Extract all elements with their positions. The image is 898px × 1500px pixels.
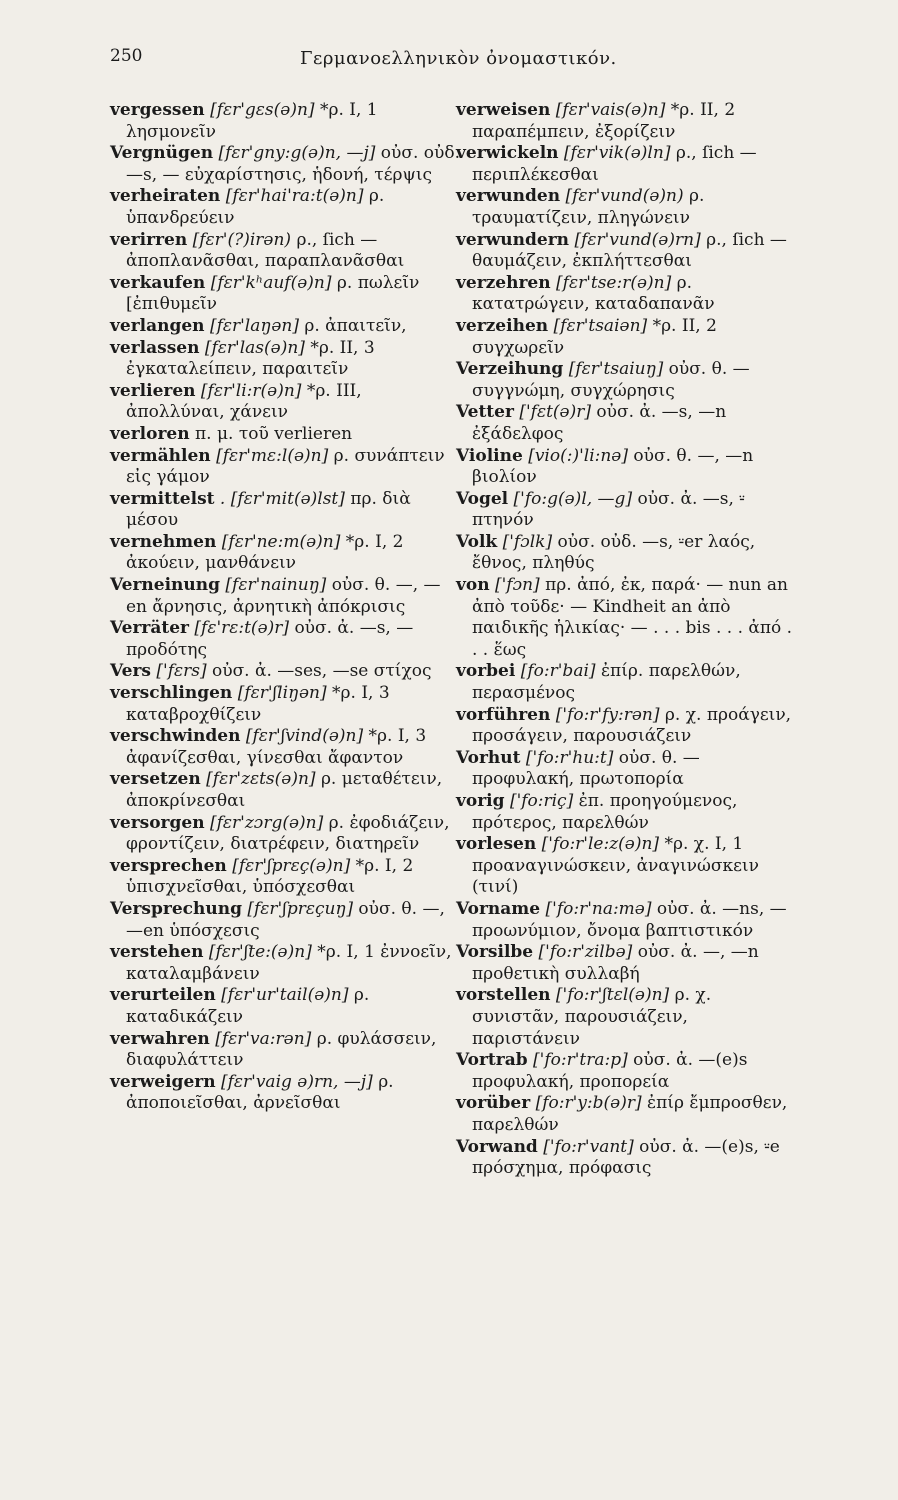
dictionary-entry xyxy=(110,813,460,856)
entry-definition: οὐσ. ἀ. —s, — προδότης xyxy=(126,618,414,660)
dictionary-entry xyxy=(456,705,796,748)
dictionary-entry xyxy=(110,618,460,661)
entry-definition: ρ. ἀπαιτεῖν, xyxy=(304,315,407,336)
dictionary-entry xyxy=(456,489,796,532)
entry-headword: vermählen xyxy=(110,445,211,466)
dictionary-entry xyxy=(110,424,460,446)
entry-pronunciation: [fɛ'rɛ:t(ə)r] xyxy=(194,618,290,639)
entry-pronunciation: [fo:r'y:b(ə)r] xyxy=(535,1093,642,1114)
entry-definition: πρ. διὰ μέσου xyxy=(126,488,411,531)
entry-headword: versorgen xyxy=(110,812,205,833)
entry-headword: verschwinden xyxy=(110,726,241,747)
entry-headword: Vorsilbe xyxy=(456,942,534,963)
entry-pronunciation: [fɛr'li:r(ə)n] xyxy=(200,380,302,401)
entry-definition: *ρ. I, 3 καταβροχθίζειν xyxy=(126,683,390,725)
dictionary-entry xyxy=(456,186,796,229)
entry-pronunciation: [fɛr'vund(ə)rn] xyxy=(574,229,701,250)
entry-pronunciation: [fɛr'ʃvind(ə)n] xyxy=(245,726,364,747)
dictionary-entry xyxy=(456,446,796,489)
entry-pronunciation: [fɛr'ʃprɛçuŋ] xyxy=(247,898,354,919)
entry-definition: οὐσ. ἀ. —s, —n ἐξάδελφος xyxy=(472,402,727,444)
entry-pronunciation: [fɛr'ʃprɛç(ə)n] xyxy=(232,855,351,876)
dictionary-entry xyxy=(110,273,460,316)
entry-pronunciation: [fɛr'kʰauf(ə)n] xyxy=(210,272,332,293)
entry-pronunciation: ['fɛrs] xyxy=(156,661,207,682)
entry-headword: Vortrab xyxy=(456,1050,528,1071)
dictionary-entry xyxy=(456,575,796,661)
entry-definition: *ρ. χ. I, 1 προαναγινώσκειν, ἀναγινώσκειν (τινί) xyxy=(472,834,759,898)
entry-pronunciation: ['fo:riç] xyxy=(509,791,574,811)
dictionary-entry xyxy=(110,683,460,726)
entry-definition: π. μ. τοῦ verlieren xyxy=(195,423,353,444)
entry-pronunciation: [fɛr'(?)irən) xyxy=(192,229,292,250)
dictionary-entry xyxy=(110,338,460,381)
dictionary-entry xyxy=(110,381,460,424)
entry-pronunciation: [fo:r'bai] xyxy=(520,661,596,682)
entry-definition: οὐσ. θ. —, —en ὑπόσχεσις xyxy=(126,898,445,941)
entry-definition: οὐσ. ἀ. —ns, — προωνύμιον, ὄνομα βαπτιστικόν xyxy=(472,898,787,941)
entry-pronunciation: [fɛr'vik(ə)ln] xyxy=(563,143,671,164)
entry-pronunciation: ['fɔn] xyxy=(494,575,540,596)
dictionary-entry xyxy=(456,273,796,316)
entry-headword: Vorname xyxy=(456,898,541,919)
dictionary-entry xyxy=(456,985,796,1050)
entry-definition: ρ. καταδικάζειν xyxy=(126,985,370,1027)
entry-pronunciation: [fɛr'ʃliŋən] xyxy=(237,683,327,704)
entry-definition: ἐπίρ. παρελθών, περασμένος xyxy=(472,661,741,704)
entry-pronunciation: [fɛr'las(ə)n] xyxy=(204,337,305,358)
entry-headword: vermittelst xyxy=(110,488,215,509)
entry-pronunciation: [fɛr'vund(ə)n) xyxy=(565,186,684,207)
entry-definition: ρ. συνάπτειν εἰς γάμον xyxy=(126,445,445,488)
right-column xyxy=(456,100,796,1180)
entry-definition: ρ., ſich — ἀποπλανᾶσθαι, παραπλανᾶσθαι xyxy=(126,229,405,272)
entry-definition: *ρ. II, 3 ἐγκαταλείπειν, παραιτεῖν xyxy=(126,337,375,380)
entry-headword: vorführen xyxy=(456,704,551,725)
entry-definition: οὐσ. θ. —, —en ἄρνησις, ἀρνητικὴ ἀπόκρισις xyxy=(126,575,441,617)
dictionary-entry xyxy=(110,942,460,985)
entry-headword: verwickeln xyxy=(456,143,559,164)
entry-headword: Verzeihung xyxy=(456,359,564,380)
entry-definition: *ρ. I, 1 ἐννοεῖν, καταλαμβάνειν xyxy=(126,942,452,984)
entry-definition: ρ. ὑπανδρεύειν xyxy=(126,186,385,228)
entry-headword: Vetter xyxy=(456,402,514,423)
entry-pronunciation: ['fɛt(ə)r] xyxy=(519,402,591,423)
entry-definition: *ρ. I, 3 ἀφανίζεσθαι, γίνεσθαι ἄφαντον xyxy=(126,726,427,768)
dictionary-entry xyxy=(110,1072,460,1115)
entry-definition: ρ. πωλεῖν [ἐπιθυμεῖν xyxy=(126,272,420,315)
entry-headword: verweisen xyxy=(456,100,551,120)
entry-headword: vorlesen xyxy=(456,834,537,855)
dictionary-entry xyxy=(110,661,460,683)
page-number: 250 xyxy=(110,46,143,66)
entry-pronunciation: ['fo:r'vant] xyxy=(543,1136,634,1157)
dictionary-entry xyxy=(110,100,460,143)
entry-headword: verzehren xyxy=(456,272,551,293)
entry-definition: *ρ. II, 2 συγχωρεῖν xyxy=(472,315,717,358)
dictionary-entry xyxy=(456,532,796,575)
entry-headword: verirren xyxy=(110,229,188,250)
dictionary-entry xyxy=(110,532,460,575)
dictionary-entry xyxy=(110,489,460,532)
dictionary-entry xyxy=(110,899,460,942)
entry-headword: verzeihen xyxy=(456,315,549,336)
entry-pronunciation: . [fɛr'mit(ə)lst] xyxy=(219,488,345,509)
entry-headword: Vergnügen xyxy=(110,143,214,164)
entry-headword: verwundern xyxy=(456,229,570,250)
dictionary-entry xyxy=(110,186,460,229)
entry-definition: ἐπίρ ἔμπροσθεν, παρελθών xyxy=(472,1093,788,1135)
entry-pronunciation: [fɛr'zɛts(ə)n] xyxy=(206,769,316,790)
entry-definition: ρ. χ. προάγειν, προσάγειν, παρουσιάζειν xyxy=(472,704,792,747)
entry-pronunciation: [fɛr'va:rən] xyxy=(215,1028,312,1049)
entry-pronunciation: ['fo:r'tra:p] xyxy=(533,1050,628,1071)
entry-headword: verurteilen xyxy=(110,985,216,1006)
entry-definition: *ρ. III, ἀπολλύναι, χάνειν xyxy=(126,380,362,423)
entry-headword: vernehmen xyxy=(110,531,217,552)
entry-definition: *ρ. I, 2 ὑπισχνεῖσθαι, ὑπόσχεσθαι xyxy=(126,855,414,898)
entry-pronunciation: ['fo:r'fy:rən] xyxy=(555,704,660,725)
dictionary-entry xyxy=(456,1050,796,1093)
dictionary-entry xyxy=(110,230,460,273)
entry-definition: ρ. ἀποποιεῖσθαι, ἀρνεῖσθαι xyxy=(126,1071,394,1114)
dictionary-entry xyxy=(456,1137,796,1180)
entry-headword: verheiraten xyxy=(110,186,221,207)
entry-headword: vorstellen xyxy=(456,985,551,1006)
entry-definition: ρ., ſich — περιπλέκεσθαι xyxy=(472,143,757,185)
entry-pronunciation: [fɛr'mɛ:l(ə)n] xyxy=(216,445,329,466)
entry-headword: Vers xyxy=(110,661,151,682)
running-title: Γερμανοελληνικὸν ὀνομαστικόν. xyxy=(300,48,617,69)
dictionary-entry xyxy=(110,726,460,769)
entry-headword: Vorhut xyxy=(456,747,521,768)
entry-headword: verloren xyxy=(110,423,190,444)
dictionary-entry xyxy=(456,230,796,273)
entry-pronunciation: [fɛr'ur'tail(ə)n] xyxy=(221,985,349,1006)
left-column xyxy=(110,100,460,1115)
entry-definition: οὐσ. ἀ. —s, ⸚ πτηνόν xyxy=(472,488,745,531)
entry-headword: verlassen xyxy=(110,337,200,358)
dictionary-entry xyxy=(456,402,796,445)
dictionary-entry xyxy=(110,143,460,186)
entry-headword: verlieren xyxy=(110,380,196,401)
dictionary-entry xyxy=(110,316,460,338)
entry-headword: verwunden xyxy=(456,186,561,207)
entry-pronunciation: ['fo:r'le:z(ə)n] xyxy=(541,834,660,855)
dictionary-entry xyxy=(110,575,460,618)
entry-headword: Vorwand xyxy=(456,1136,538,1157)
entry-definition: ρ. ἐφοδιάζειν, φροντίζειν, διατρέφειν, διατηρεῖν xyxy=(126,812,450,855)
entry-definition: *ρ. II, 2 παραπέμπειν, ἐξορίζειν xyxy=(472,100,736,142)
entry-headword: vorüber xyxy=(456,1093,531,1114)
entry-headword: Volk xyxy=(456,531,498,552)
entry-headword: versprechen xyxy=(110,855,227,876)
entry-definition: οὐσ. ἀ. —, —n προθετικὴ συλλαβή xyxy=(472,942,759,984)
dictionary-entry xyxy=(456,834,796,899)
entry-definition: οὐσ. θ. —, —n βιολίον xyxy=(472,445,754,488)
entry-headword: verschlingen xyxy=(110,683,233,704)
entry-definition: *ρ. I, 1 λησμονεῖν xyxy=(126,100,378,142)
entry-headword: Violine xyxy=(456,445,523,466)
entry-pronunciation: [vio(:)'li:nə] xyxy=(528,445,629,466)
dictionary-entry xyxy=(456,748,796,791)
dictionary-entry xyxy=(110,446,460,489)
entry-definition: ἐπ. προηγούμενος, πρότερος, παρελθών xyxy=(472,791,738,833)
entry-pronunciation: [fɛr'zɔrg(ə)n] xyxy=(210,812,324,833)
entry-pronunciation: [fɛr'gɛs(ə)n] xyxy=(210,100,315,120)
entry-pronunciation: ['fo:r'zilbə] xyxy=(538,942,633,963)
dictionary-entry xyxy=(110,985,460,1028)
entry-headword: verstehen xyxy=(110,942,204,963)
entry-pronunciation: ['fo:r'ʃtɛl(ə)n] xyxy=(555,985,670,1006)
entry-headword: versetzen xyxy=(110,769,201,790)
entry-pronunciation: ['fɔlk] xyxy=(502,531,553,552)
dictionary-entry xyxy=(456,791,796,834)
entry-definition: ρ. τραυματίζειν, πληγώνειν xyxy=(472,186,705,228)
entry-pronunciation: ['fo:r'na:mə] xyxy=(545,898,652,919)
dictionary-entry xyxy=(456,899,796,942)
entry-definition: ρ., ſich — θαυμάζειν, ἐκπλήττεσθαι xyxy=(472,229,787,272)
entry-pronunciation: [fɛr'laŋən] xyxy=(209,315,299,336)
entry-definition: ρ. κατατρώγειν, καταδαπανᾶν xyxy=(472,272,715,315)
entry-headword: Verneinung xyxy=(110,575,221,596)
entry-definition: πρ. ἀπό, ἐκ, παρά· — nun an ἀπὸ τοῦδε· — Kindheit an ἀπὸ παιδικῆς ἡλικίας· — . . . bis . . . ἀπό . . . ἕως xyxy=(472,575,793,660)
dictionary-entry xyxy=(456,316,796,359)
entry-definition: ρ. φυλάσσειν, διαφυλάττειν xyxy=(126,1028,437,1071)
entry-pronunciation: [fɛr'gny:g(ə)n, —j] xyxy=(218,143,376,164)
entry-pronunciation: [fɛr'tsaiuŋ] xyxy=(568,359,664,380)
entry-definition: οὐσ. ἀ. —(e)s, ⸚e πρόσχημα, πρόφασις xyxy=(472,1136,780,1179)
entry-pronunciation: ['fo:g(ə)l, —g] xyxy=(513,488,633,509)
entry-headword: von xyxy=(456,575,490,596)
entry-headword: Versprechung xyxy=(110,898,242,919)
entry-headword: vergessen xyxy=(110,100,205,120)
entry-headword: verkaufen xyxy=(110,272,206,293)
dictionary-entry xyxy=(456,942,796,985)
entry-headword: verlangen xyxy=(110,315,205,336)
entry-headword: verweigern xyxy=(110,1071,216,1092)
entry-pronunciation: [fɛr'tse:r(ə)n] xyxy=(556,272,672,293)
entry-definition: ρ. χ. συνιστᾶν, παρουσιάζειν, παριστάνειν xyxy=(472,985,712,1049)
dictionary-entry xyxy=(110,769,460,812)
entry-definition: οὐσ. οὐδ. —s, ⸚er λαός, ἔθνος, πληθύς xyxy=(472,531,756,574)
entry-pronunciation: [fɛr'ʃte:(ə)n] xyxy=(208,942,312,963)
entry-definition: ρ. μεταθέτειν, ἀποκρίνεσθαι xyxy=(126,769,443,811)
entry-headword: vorbei xyxy=(456,661,516,682)
entry-definition: οὐσ. θ. — συγγνώμη, συγχώρησις xyxy=(472,359,750,401)
entry-pronunciation: [fɛr'vais(ə)n] xyxy=(555,100,666,120)
entry-pronunciation: [fɛr'nainuŋ] xyxy=(225,575,327,596)
entry-pronunciation: [fɛr'ne:m(ə)n] xyxy=(221,531,341,552)
entry-definition: οὐσ. οὐδ. —s, — εὐχαρίστησις, ἡδονή, τέρψις xyxy=(126,143,460,185)
entry-pronunciation: [fɛr'hai'ra:t(ə)n] xyxy=(225,186,364,207)
dictionary-entry xyxy=(456,359,796,402)
entry-definition: *ρ. I, 2 ἀκούειν, μανθάνειν xyxy=(126,531,404,574)
dictionary-entry xyxy=(110,1029,460,1072)
entry-definition: οὐσ. ἀ. —(e)s προφυλακή, προπορεία xyxy=(472,1050,748,1092)
entry-pronunciation: [fɛr'vaig ə)rn, —j] xyxy=(220,1071,373,1092)
dictionary-entry xyxy=(110,856,460,899)
entry-headword: Vogel xyxy=(456,488,509,509)
entry-headword: verwahren xyxy=(110,1028,210,1049)
entry-pronunciation: [fɛr'tsaiən] xyxy=(553,315,648,336)
dictionary-entry xyxy=(456,1093,796,1136)
entry-pronunciation: ['fo:r'hu:t] xyxy=(525,747,614,768)
dictionary-entry xyxy=(456,661,796,704)
dictionary-entry xyxy=(456,100,796,143)
entry-definition: οὐσ. ἀ. —ses, —se στίχος xyxy=(212,661,432,682)
entry-headword: Verräter xyxy=(110,618,189,639)
dictionary-entry xyxy=(456,143,796,186)
entry-headword: vorig xyxy=(456,791,505,811)
entry-definition: οὐσ. θ. — προφυλακή, πρωτοπορία xyxy=(472,747,700,790)
